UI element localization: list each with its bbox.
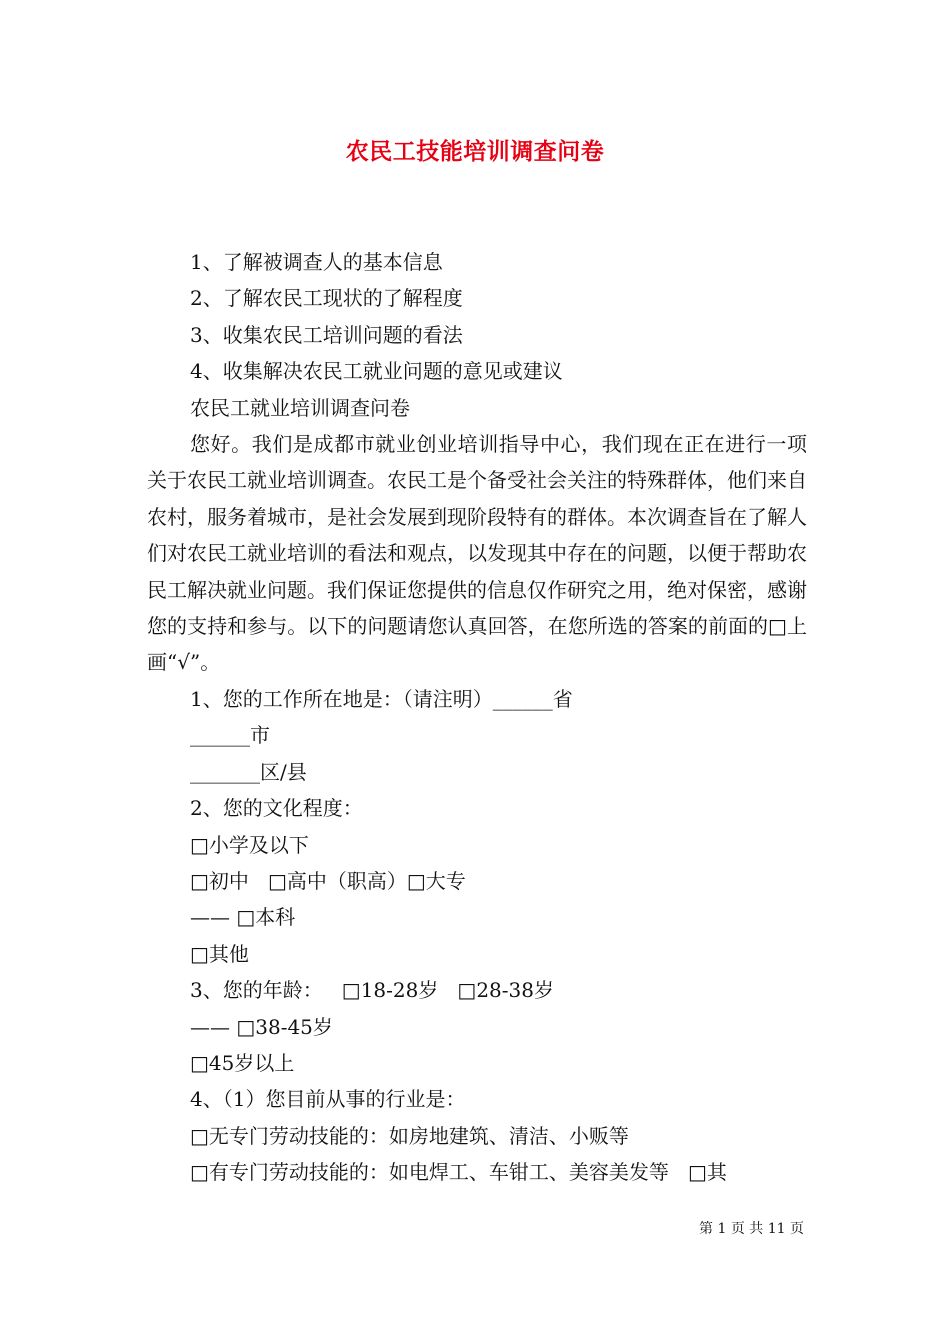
objective-line-1: 1、了解被调查人的基本信息 <box>190 250 443 274</box>
question-4-title: 4、（1）您目前从事的行业是： <box>190 1087 466 1112</box>
question-2-option-primary: □小学及以下 <box>190 832 309 857</box>
document-title: 农民工技能培训调查问卷 <box>345 138 605 165</box>
objective-line-3: 3、收集农民工培训问题的看法 <box>190 322 463 347</box>
question-2-option-bachelor: —— □本科 <box>190 905 296 930</box>
question-3-title: 3、您的年龄： □18-28岁 □28-38岁 <box>190 978 554 1003</box>
question-1-district: _______区/县 <box>190 759 307 784</box>
intro-paragraph: 您好。我们是成都市就业创业培训指导中心，我们现在正在进行一项关于农民工就业培训调查。农民工是个备受社会关注的特殊群体，他们来自农村，服务着城市，是社会发展到现阶段特有的群体。本次调查旨在了解人们对农民工就业培训的看法和观点，以发现其中存在的问题，以便于帮助农民工解决就业问题。我们保证您提供的信息仅作研究之用，绝对保密，感谢您的支持和参与。以下的问题请您认真回答，在您所选的答案的前面的□上画“√”。 <box>147 432 807 675</box>
page-number-footer: 第 1 页 共 11 页 <box>699 1221 804 1237</box>
question-4-option-skilled: □有专门劳动技能的：如电焊工、车钳工、美容美发等 □其 <box>190 1160 727 1185</box>
document-body <box>147 244 807 1191</box>
question-3-option-38-45: —— □38-45岁 <box>190 1014 333 1039</box>
question-1-province: 1、您的工作所在地是：（请注明）______省 <box>190 686 573 711</box>
objective-line-4: 4、收集解决农民工就业问题的意见或建议 <box>190 359 563 384</box>
question-2-options-row: □初中 □高中（职高）□大专 <box>190 868 466 893</box>
question-1-city: ______市 <box>190 723 270 748</box>
question-2-option-other: □其他 <box>190 941 249 966</box>
question-3-option-45-plus: □45岁以上 <box>190 1050 295 1075</box>
question-2-title: 2、您的文化程度： <box>190 796 363 821</box>
question-4-option-unskilled: □无专门劳动技能的：如房地建筑、清洁、小贩等 <box>190 1123 629 1148</box>
objective-line-2: 2、了解农民工现状的了解程度 <box>190 286 463 311</box>
survey-subtitle: 农民工就业培训调查问卷 <box>190 395 410 420</box>
